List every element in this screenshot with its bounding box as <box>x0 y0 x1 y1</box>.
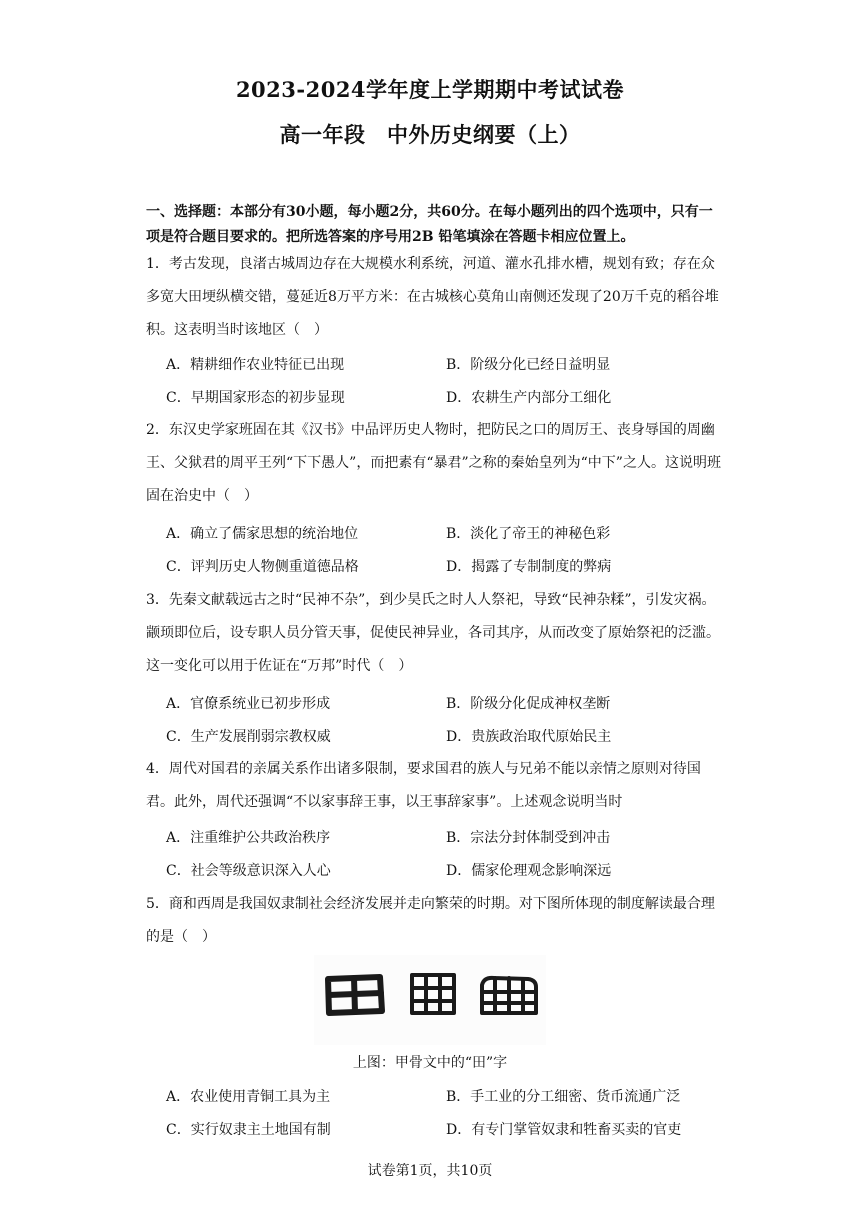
tian-glyph-3 <box>482 978 536 1013</box>
section-heading: 一、选择题：本部分有30小题，每小题2分，共60分。在每小题列出的四个选项中，只有一项是符合题目要求的。把所选答案的序号用2B 铅笔填涂在答题卡相应位置上。 <box>146 204 713 245</box>
question-5-stem: 5．商和西周是我国奴隶制社会经济发展并走向繁荣的时期。对下图所体现的制度解读最合理的是（ ） <box>146 896 715 945</box>
option-a: A．官僚系统业已初步形成 <box>166 695 331 712</box>
question-5-options <box>166 1079 726 1145</box>
exam-subtitle: 高一年段 中外历史纲要（上） <box>279 122 581 147</box>
option-b: B．阶级分化促成神权垄断 <box>446 695 611 712</box>
option-d: D．有专门掌管奴隶和牲畜买卖的官吏 <box>446 1121 682 1138</box>
question-4-stem: 4．周代对国君的亲属关系作出诸多限制，要求国君的族人与兄弟不能以亲情之原则对待国君。此外，周代还强调“不以家事辞王事，以王事辞家事”。上述观念说明当时 <box>146 761 701 810</box>
option-c: C．评判历史人物侧重道德品格 <box>166 558 359 575</box>
figure-caption: 上图：甲骨文中的“田”字 <box>352 1055 508 1071</box>
option-a: A．注重维护公共政治秩序 <box>166 829 331 846</box>
option-d: D．贵族政治取代原始民主 <box>446 728 612 745</box>
option-b: B．阶级分化已经日益明显 <box>446 356 611 373</box>
option-c: C．社会等级意识深入人心 <box>166 862 331 879</box>
option-c: C．生产发展削弱宗教权威 <box>166 728 331 745</box>
question-2-stem: 2．东汉史学家班固在其《汉书》中品评历史人物时，把防民之口的周厉王、丧身辱国的周幽王、父狱君的周平王列“下下愚人”，而把素有“暴君”之称的秦始皇列为“中下”之人。这说明班固在治史中（ ） <box>146 422 721 504</box>
question-4-options <box>166 820 726 886</box>
option-c: C．早期国家形态的初步显现 <box>166 389 345 406</box>
exam-title: 2023-2024学年度上学期期中考试试卷 <box>235 77 625 102</box>
option-b: B．手工业的分工细密、货币流通广泛 <box>446 1088 681 1105</box>
option-b: B．淡化了帝王的神秘色彩 <box>446 525 611 542</box>
option-d: D．揭露了专制制度的弊病 <box>446 558 612 575</box>
question-3-options <box>166 686 726 752</box>
oracle-bone-tian-figure <box>314 955 546 1045</box>
question-2-options <box>166 516 726 582</box>
option-a: A．农业使用青铜工具为主 <box>166 1088 331 1105</box>
option-c: C．实行奴隶主土地国有制 <box>166 1121 331 1138</box>
option-a: A．精耕细作农业特征已出现 <box>166 356 345 373</box>
option-d: D．农耕生产内部分工细化 <box>446 389 612 406</box>
option-d: D．儒家伦理观念影响深远 <box>446 862 612 879</box>
tian-glyph-2 <box>412 975 454 1013</box>
tian-glyph-1 <box>328 977 382 1013</box>
question-1-options <box>166 347 726 413</box>
question-1-stem: 1．考古发现，良渚古城周边存在大规模水利系统，河道、灌水孔排水槽，规划有致；存在众多宽大田埂纵横交错，蔓延近8万平方米：在古城核心莫角山南侧还发现了20万千克的稻谷堆积。这表明当时该地区（ ） <box>146 256 719 338</box>
option-b: B．宗法分封体制受到冲击 <box>446 829 611 846</box>
question-3-stem: 3．先秦文献载远古之时“民神不杂”，到少昊氏之时人人祭祀，导致“民神杂糅”，引发灾祸。颛顼即位后，设专职人员分管天事，促使民神异业，各司其序，从而改变了原始祭祀的泛滥。这一变化可以用于佐证在“万邦”时代（ ） <box>146 592 720 674</box>
oracle-bone-tian-glyphs <box>314 955 546 1045</box>
page-footer: 试卷第1页，共10页 <box>367 1163 493 1179</box>
option-a: A．确立了儒家思想的统治地位 <box>166 525 359 542</box>
